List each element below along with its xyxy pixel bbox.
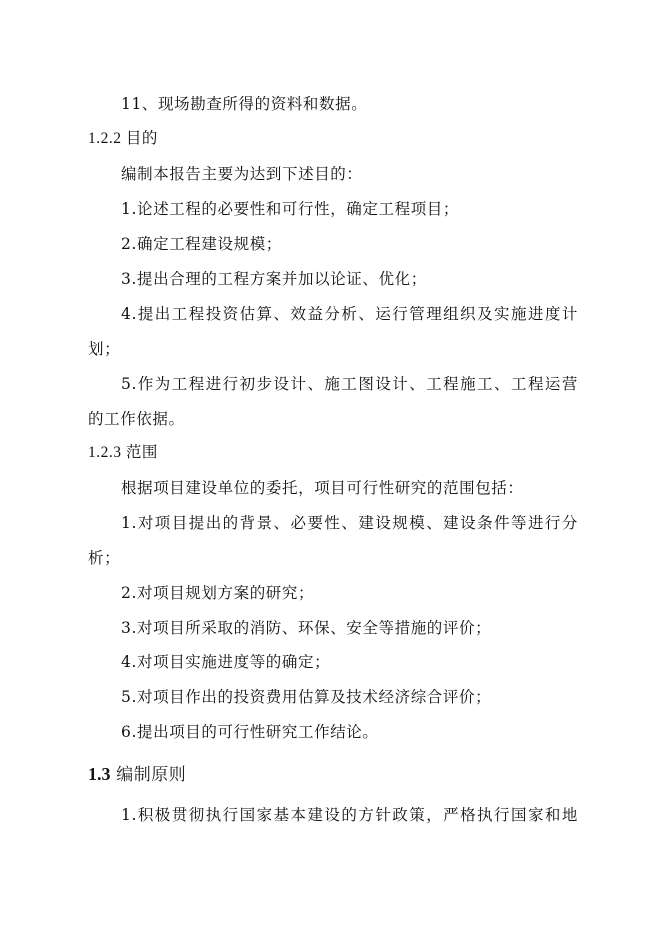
list-item-scope-1: 1.对项目提出的背景、必要性、建设规模、建设条件等进行分 xyxy=(121,514,578,532)
paragraph-scope-intro: 根据项目建设单位的委托，项目可行性研究的范围包括： xyxy=(121,479,524,497)
list-item-scope-1-continued: 析； xyxy=(88,549,121,567)
list-item-scope-3: 3.对项目所采取的消防、环保、安全等措施的评价； xyxy=(121,619,492,637)
section-heading-principles xyxy=(88,763,186,786)
list-item-purpose-1: 1.论述工程的必要性和可行性，确定工程项目； xyxy=(121,200,459,218)
list-item-scope-6: 6.提出项目的可行性研究工作结论。 xyxy=(121,723,379,741)
subheading-purpose: 1.2.2 目的 xyxy=(88,130,158,147)
list-item-purpose-5: 5.作为工程进行初步设计、施工图设计、工程施工、工程运营 xyxy=(121,375,578,393)
list-item-scope-2: 2.对项目规划方案的研究； xyxy=(121,584,315,602)
subheading-scope: 1.2.3 范围 xyxy=(88,444,158,461)
paragraph-purpose-intro: 编制本报告主要为达到下述目的： xyxy=(121,165,363,183)
list-item-principle-1: 1.积极贯彻执行国家基本建设的方针政策，严格执行国家和地 xyxy=(121,806,578,824)
list-item-scope-5: 5.对项目作出的投资费用估算及技术经济综合评价； xyxy=(121,688,492,706)
list-item-purpose-3: 3.提出合理的工程方案并加以论证、优化； xyxy=(121,270,427,288)
list-item-purpose-2: 2.确定工程建设规模； xyxy=(121,235,282,253)
list-item-scope-4: 4.对项目实施进度等的确定； xyxy=(121,653,331,671)
list-item-purpose-4: 4.提出工程投资估算、效益分析、运行管理组织及实施进度计 xyxy=(121,305,578,323)
section-number: 1.3 xyxy=(88,764,111,784)
list-item-purpose-5-continued: 的工作依据。 xyxy=(88,410,185,428)
list-item-purpose-4-continued: 划； xyxy=(88,340,121,358)
section-title: 编制原则 xyxy=(116,765,187,785)
paragraph-data-sources: 11、现场勘查所得的资料和数据。 xyxy=(121,95,368,113)
